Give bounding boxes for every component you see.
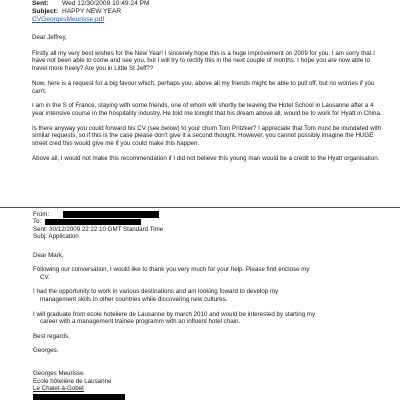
forwarded-paragraph [33, 288, 383, 303]
sent-value: Wed 12/30/2009 10:49:24 PM [62, 0, 150, 7]
signature-name: Georges Meurisse [33, 369, 84, 377]
signature-school: Ecole hôtelière de Lausanne [33, 377, 112, 385]
forwarded-message [33, 211, 383, 400]
redaction-block [63, 211, 159, 218]
redaction-block [45, 219, 141, 226]
from-label: From: [33, 211, 50, 218]
email-paragraph: Above all, I would not make this recommendation if I did not believe this young man would be a credit to the Hyatt organisation. [32, 154, 380, 162]
email-message [32, 0, 382, 169]
signoff-line: Georges. [33, 347, 59, 355]
forwarded-subject-row: Subj: Application [33, 233, 79, 241]
subject-value: HAPPY NEW YEAR [62, 8, 122, 15]
forwarded-line: management skills in other countries while discovering new cultures. [40, 296, 228, 303]
email-paragraph: Firstly all my very best wishes for the New Year! I sincerely hope this is a huge improvement on 2009 for you. I am sorry that I have not been able to come and see you, but I will try to rectify this in the next couple of months. I hope you are now able to travel more freely? Are you in Little St Jeff?? [32, 49, 375, 73]
email-body [32, 34, 382, 162]
closing-line: Best regards, [33, 332, 70, 340]
forwarded-line: I will graduate from ecole hoteliere de Lausanne by march 2010 and would be interested by starting my [33, 310, 316, 318]
forwarded-line: Following our conversation, I would like to thank you very much for your help. Please find enclose my [33, 266, 310, 274]
forwarded-from-row [33, 211, 383, 218]
email-greeting: Dear Jeffrey, [32, 34, 67, 41]
forwarded-paragraph [33, 311, 383, 326]
forwarded-to-row [33, 218, 383, 225]
forwarded-line: career with a management trainee programm with an influent hotel chain. [40, 318, 241, 326]
forwarded-greeting: Dear Mark, [33, 251, 64, 259]
forwarded-sent-row: Sent: 30/12/2009 22:22:10 GMT Standard Time [33, 225, 164, 233]
email-paragraph: Is there anyway you could forward his CV (see below) to your chum Tom Pritzker? I appreciate that Tom must be inundated with similar requests, so if this is the case please don't give it a second thought. However, you cannot possibly imagine the HUGE street cred this would give me if you could make this happen. [32, 124, 382, 148]
forwarded-line: CV. [40, 273, 50, 281]
email-paragraph: Now, here is a request for a big favour which, perhaps you, above all my friends might be able to pull off, but no worries if you can't. [32, 79, 375, 95]
subject-label: Subject: [32, 8, 59, 15]
email-paragraph: I am in the S of France, staying with some friends, one of whom will shortly be leaving the Hotel School in Lausanne after a 4 year intensive course in the hospitality industry. He told me tonight that his dream above all, would be to work for Hyatt in China. [32, 102, 382, 117]
attachment-link[interactable]: CVGeorgesMeurisse.pdf [32, 16, 105, 23]
to-label: To: [33, 218, 42, 226]
subject-row [32, 8, 382, 16]
sent-row [32, 0, 382, 8]
forwarded-body [33, 252, 383, 355]
forwarded-line: I had the opportunity to work in various destinations and am looking foward to develop my [33, 288, 279, 296]
signature-block [33, 370, 383, 400]
signature-address: Le Chalet-à-Gobet [33, 385, 84, 393]
redaction-block [33, 394, 125, 400]
sent-label: Sent: [32, 0, 49, 7]
forwarded-paragraph [33, 266, 383, 281]
section-divider [0, 207, 400, 208]
